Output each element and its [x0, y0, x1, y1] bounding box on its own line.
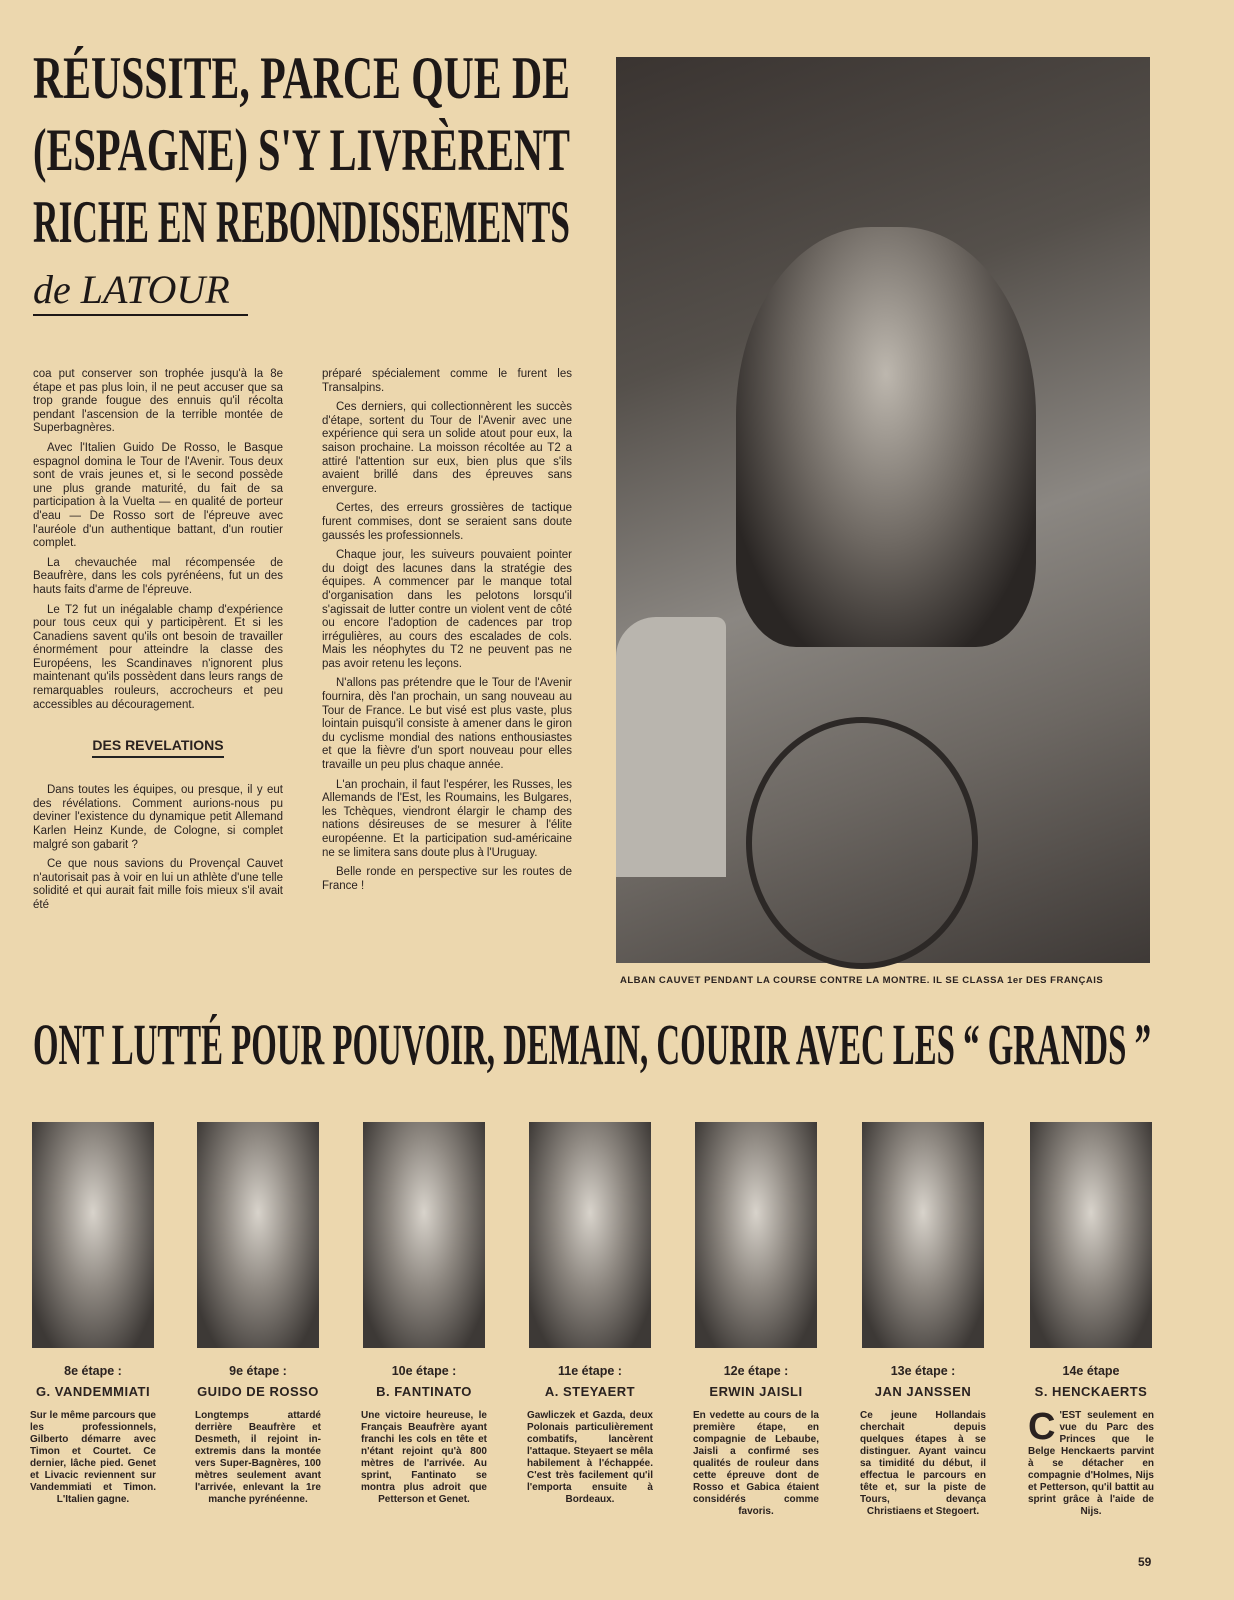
- stage-summary-text: Sur le même parcours que les professionnels, Gilberto démarre avec Timon et Courtet. Ce dernier, lâche pied. Genet et Livacic reviennent sur Vandemmiati et Timon. L'Italien gagne.: [30, 1410, 156, 1505]
- paragraph: Dans toutes les équipes, ou presque, il y eut des révélations. Comment aurions-nous pu deviner l'existence du dynamique petit Allemand Karlen Heinz Kunde, de Cologne, si complet malgré son gabarit ?: [33, 784, 283, 851]
- stage-summary-text: 'EST seulement en vue du Parc des Princes que le Belge Henckaerts parvint à se détacher en compagnie d'Holmes, Nijs et Petterson, qu'il battit au sprint grâce à l'aide de Nijs.: [1028, 1410, 1154, 1517]
- headline-line-1: RÉUSSITE, PARCE QUE DE: [33, 45, 570, 111]
- stage-summary: [527, 1410, 653, 1506]
- rider-portrait: [32, 1122, 154, 1348]
- stage-number: 10e étape :: [391, 1364, 457, 1378]
- rider-portrait: [1030, 1122, 1152, 1348]
- headline-line-3: RICHE EN REBONDISSEMENTS: [33, 189, 570, 255]
- bicycle-wheel: [746, 717, 978, 969]
- byline: de LATOUR: [33, 268, 248, 316]
- bottom-headline-wrapper: [33, 1012, 1158, 1077]
- stage-summary: [361, 1410, 487, 1506]
- paragraph: N'allons pas prétendre que le Tour de l'Avenir fournira, dès l'an prochain, un sang nouveau au Tour de France. Le but visé est plus vaste, plus lointain puisqu'il consiste à amener dans le giron du cyclisme mondial des nations enthousiastes et que la fièvre d'un sport nouveau pour elles travaille un peu plus chaque année.: [322, 677, 572, 772]
- stage-card: [18, 1122, 168, 1506]
- bottom-headline: ONT LUTTÉ POUR POUVOIR, DEMAIN, COURIR AVEC LES “ GRANDS ”: [33, 1012, 1151, 1077]
- paragraph: Certes, des erreurs grossières de tactique furent commises, dont se seraient sans doute gaussés les professionnels.: [322, 502, 572, 542]
- rider-name: GUIDO DE ROSSO: [197, 1384, 319, 1399]
- rider-name: A. STEYAERT: [544, 1384, 636, 1399]
- article-column-1: [33, 368, 283, 919]
- drop-cap: C: [1028, 1406, 1056, 1448]
- stage-summary-text: Une victoire heureuse, le Français Beaufrère ayant franchi les cols en tête et n'étant rejoint qu'à 800 mètres de l'arrivée. Au sprint, Fantinato se montra plus adroit que Petterson et Genet.: [361, 1410, 487, 1505]
- stage-summary: [30, 1410, 156, 1506]
- article-column-2: [322, 368, 572, 899]
- paragraph: Belle ronde en perspective sur les routes de France !: [322, 866, 572, 892]
- section-subheading: [33, 736, 283, 754]
- headline: [33, 45, 578, 263]
- stage-card: [183, 1122, 333, 1506]
- rider-figure: [736, 227, 1036, 647]
- car-in-photo: [616, 617, 726, 877]
- paragraph: Ces derniers, qui collectionnèrent les succès d'étape, sortent du Tour de l'Avenir avec une expérience qui sera un solide atout pour eux, la saison prochaine. La moisson récoltée au T2 a attiré l'attention sur eux, bien plus que s'ils avaient brillé dans des épreuves sans envergure.: [322, 401, 572, 495]
- headline-line-2: (ESPAGNE) S'Y LIVRÈRENT: [33, 117, 570, 183]
- stage-number: 14e étape: [1062, 1364, 1120, 1378]
- stage-number: 12e étape :: [723, 1364, 789, 1378]
- stage-card: [349, 1122, 499, 1506]
- stage-card: [681, 1122, 831, 1518]
- paragraph: Chaque jour, les suiveurs pouvaient pointer du doigt des lacunes dans la stratégie des équipes. A commencer par le manque total d'organisation dans les pelotons lorsqu'il s'agissait de lutter contre un violent vent de côté ou encore l'adoption de cadences par trop irrégulières, au cours des escalades de cols. Mais les néophytes du T2 ne peuvent pas ne pas avoir retenu les leçons.: [322, 549, 572, 670]
- rider-name: G. VANDEMMIATI: [35, 1384, 151, 1399]
- rider-name: S. HENCKAERTS: [1034, 1384, 1148, 1399]
- photo-caption: ALBAN CAUVET PENDANT LA COURSE CONTRE LA MONTRE. IL SE CLASSA 1er DES FRANÇAIS: [620, 975, 1104, 986]
- paragraph: Ce que nous savions du Provençal Cauvet n'autorisait pas à voir en lui un athlète d'une telle solidité et qui aurait fait mille fois mieux s'il avait été: [33, 858, 283, 911]
- stage-summary: [693, 1410, 819, 1518]
- stage-summary-text: Gawliczek et Gazda, deux Polonais particulièrement combatifs, lancèrent l'attaque. Steyaert se mêla habilement à l'échappée. C'est très facilement qu'il l'emporta ensuite à Bordeaux.: [527, 1410, 653, 1505]
- stage-summary-text: Ce jeune Hollandais cherchait depuis quelques étapes à se distinguer. Ayant vaincu sa timidité du début, il effectua le parcours en tête et, sur la piste de Tours, devança Christiaens et Stegoert.: [860, 1410, 986, 1517]
- stage-card: [1016, 1122, 1166, 1518]
- paragraph: Avec l'Italien Guido De Rosso, le Basque espagnol domina le Tour de l'Avenir. Tous deux sont de vrais jeunes et, si le second possède une plus grande maturité, du fait de sa participation à la Vuelta — en qualité de porteur d'eau — De Rosso sort de l'épreuve avec l'auréole d'un authentique battant, d'un routier complet.: [33, 441, 283, 550]
- page-number: 59: [1138, 1555, 1152, 1569]
- paragraph: La chevauchée mal récompensée de Beaufrère, dans les cols pyrénéens, fut un des hauts faits d'arme de l'épreuve.: [33, 556, 283, 596]
- stage-summary: [1028, 1406, 1154, 1518]
- rider-portrait: [695, 1122, 817, 1348]
- stage-number: 13e étape :: [890, 1364, 956, 1378]
- stage-number: 8e étape :: [64, 1364, 122, 1378]
- stage-summary: [195, 1410, 321, 1506]
- stage-card: [515, 1122, 665, 1506]
- rider-portrait: [363, 1122, 485, 1348]
- rider-portrait: [529, 1122, 651, 1348]
- rider-portrait: [197, 1122, 319, 1348]
- rider-name: JAN JANSSEN: [874, 1384, 972, 1399]
- rider-portrait: [862, 1122, 984, 1348]
- paragraph: L'an prochain, il faut l'espérer, les Russes, les Allemands de l'Est, les Roumains, les Bulgares, les Tchèques, viendront élargir le champ des nations désireuses de se mesurer à l'élite européenne. Et la participation sud-américaine ne se limitera sans doute plus à l'Uruguay.: [322, 778, 572, 859]
- stage-summary-text: En vedette au cours de la première étape, en compagnie de Lebaube, Jaisli a confirmé ses qualités de rouleur dans cette épreuve dont de Rosso et Gabica étaient considérés comme favoris.: [693, 1410, 819, 1517]
- stage-summary-text: Longtemps attardé derrière Beaufrère et Desmeth, il rejoint in-extremis dans la montée vers Super-Bagnères, 100 mètres seulement avant l'arrivée, enlevant la 1re manche pyrénéenne.: [195, 1410, 321, 1505]
- stage-summary: [860, 1410, 986, 1518]
- subheading-text: DES REVELATIONS: [92, 737, 223, 758]
- paragraph: préparé spécialement comme le furent les Transalpins.: [322, 368, 572, 394]
- paragraph: coa put conserver son trophée jusqu'à la 8e étape et pas plus loin, il ne peut accuser que sa trop grande fougue des ennuis qu'il récolta pendant l'ascension de la terrible montée de Superbagnères.: [33, 368, 283, 435]
- stage-number: 9e étape :: [229, 1364, 287, 1378]
- cyclist-photo: [616, 57, 1150, 963]
- paragraph: Le T2 fut un inégalable champ d'expérience pour tous ceux qui y participèrent. Et si les Canadiens savent qu'ils ont besoin de travailler énormément pour atteindre la classe des Européens, les Scandinaves n'ignorent plus maintenant qu'ils possèdent dans leurs rangs de remarquables rouleurs, accrocheurs et peu accessibles au découragement.: [33, 603, 283, 711]
- stage-number: 11e étape :: [558, 1364, 622, 1378]
- rider-name: B. FANTINATO: [376, 1384, 472, 1399]
- rider-name: ERWIN JAISLI: [709, 1384, 803, 1399]
- stage-card: [848, 1122, 998, 1518]
